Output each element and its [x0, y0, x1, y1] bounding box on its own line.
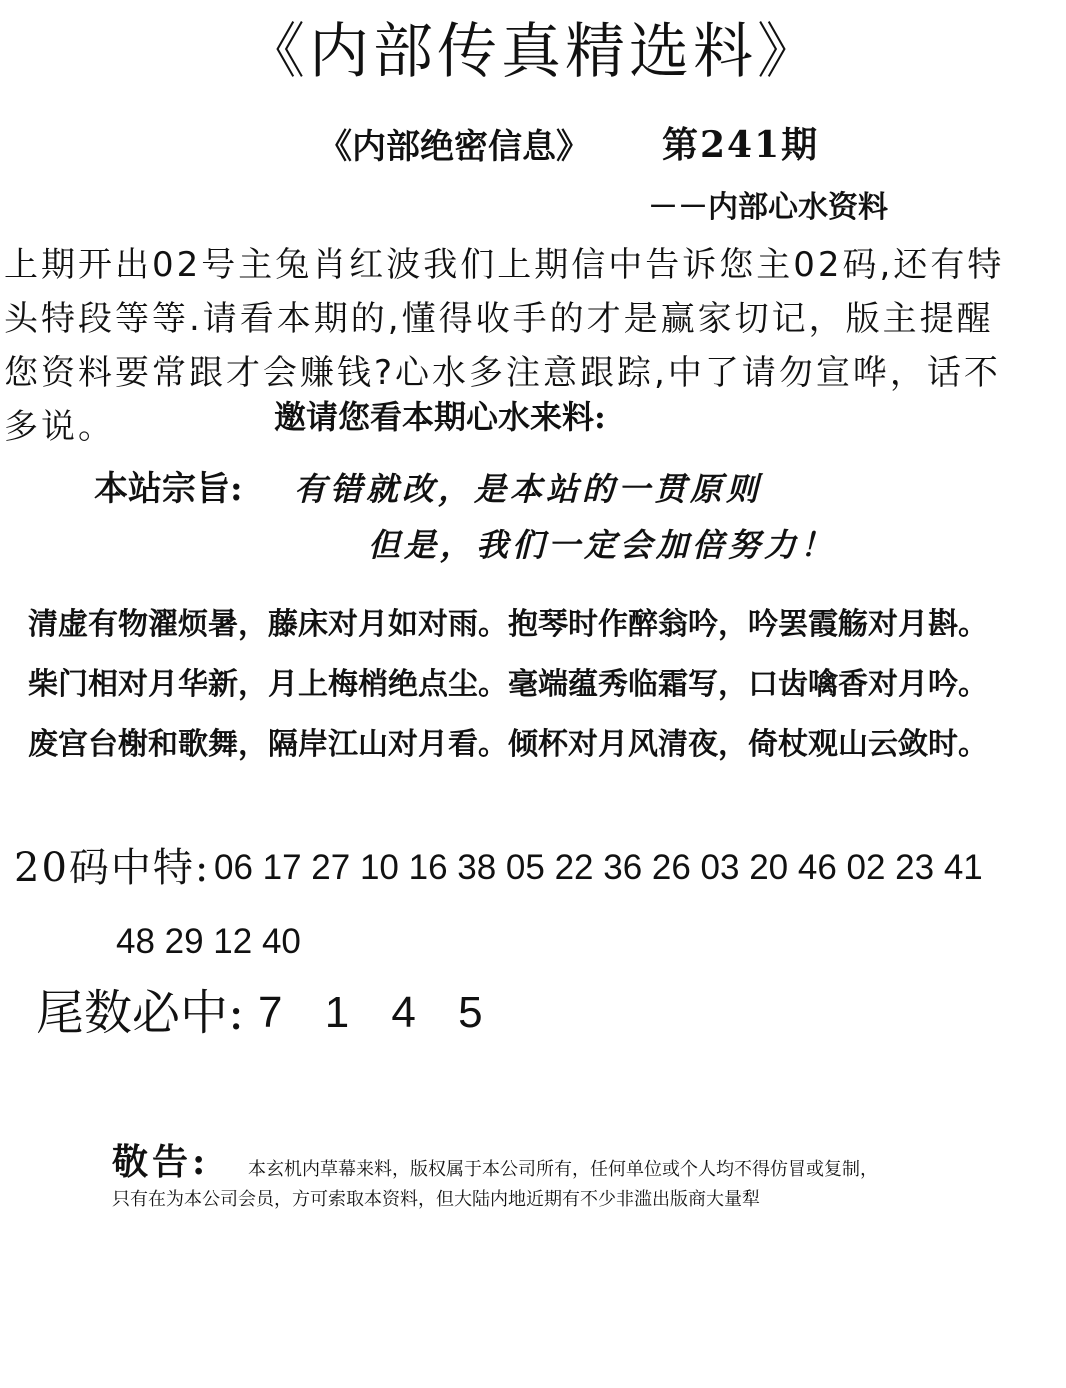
intro-line: 头特段等等.请看本期的,懂得收手的才是赢家切记，版主提醒	[4, 299, 994, 339]
notice-label: 敬告:	[112, 1141, 210, 1183]
numbers-row: 48 29 12 40	[116, 922, 301, 961]
motto-label: 本站宗旨:	[94, 469, 243, 509]
source-note: －－内部心水资料	[648, 190, 888, 225]
intro-line: 上期开出02号主兔肖红波我们上期信中告诉您主02码,还有特	[4, 245, 1005, 285]
issue-number: 第241期	[662, 124, 820, 166]
poem-line: 废宫台榭和歌舞，隔岸江山对月看。倾杯对月风清夜，倚杖观山云敛时。	[28, 727, 988, 762]
tail-digits: 7 1 4 5	[258, 988, 483, 1037]
motto-line: 有错就改，是本站的一贯原则	[294, 470, 763, 508]
tail-label: 尾数必中:	[36, 985, 245, 1041]
notice-line: 只有在为本公司会员，方可索取本资料，但大陆内地近期有不少非滥出版商大量犁	[112, 1189, 760, 1210]
subtitle: 《内部绝密信息》	[318, 127, 590, 167]
poem-line: 清虚有物濯烦暑，藤床对月如对雨。抱琴时作醉翁吟，吟罢霞觞对月斟。	[28, 607, 988, 642]
invite-text: 邀请您看本期心水来料:	[274, 398, 606, 436]
numbers-row: 06 17 27 10 16 38 05 22 36 26 03 20 46 02 23 41	[214, 848, 983, 887]
intro-line: 多说。	[4, 407, 115, 447]
motto-line: 但是，我们一定会加倍努力！	[368, 526, 837, 564]
numbers-label: 20码中特:	[14, 845, 211, 891]
poem-line: 柴门相对月华新，月上梅梢绝点尘。毫端蕴秀临霜写，口齿噙香对月吟。	[28, 667, 988, 702]
intro-line: 您资料要常跟才会赚钱?心水多注意跟踪,中了请勿宣哗，话不	[4, 353, 1001, 393]
page-title: 《内部传真精选料》	[245, 17, 821, 87]
notice-line: 本玄机内草幕来料，版权属于本公司所有，任何单位或个人均不得仿冒或复制，	[248, 1159, 878, 1180]
